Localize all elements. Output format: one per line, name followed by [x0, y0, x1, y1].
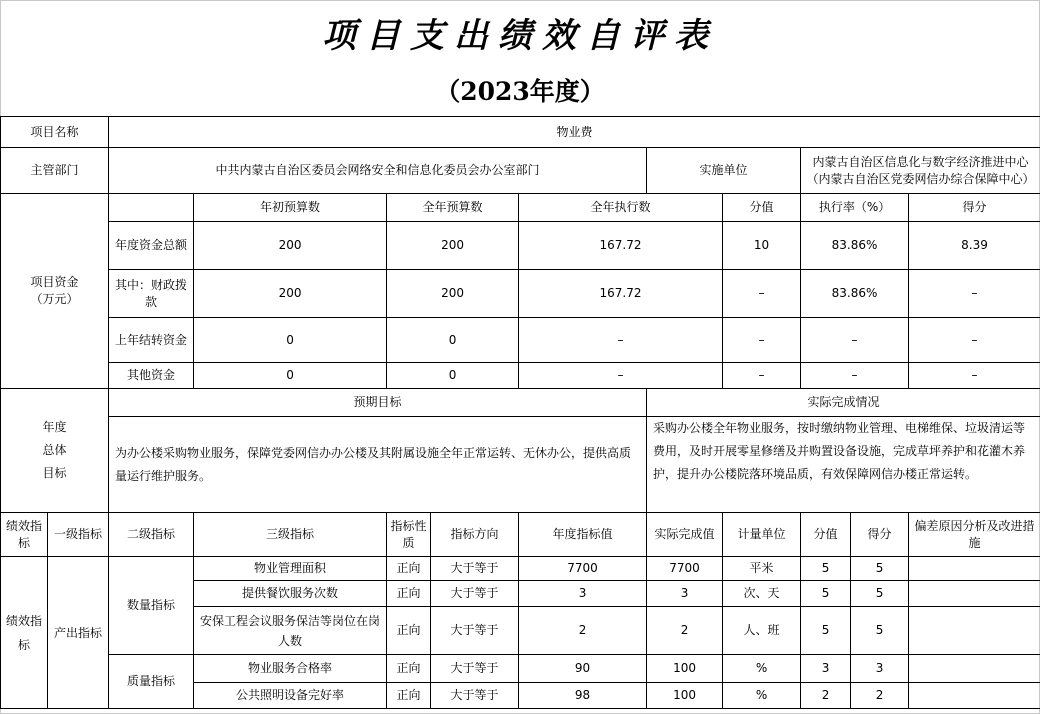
indicator-score: 5 — [851, 607, 909, 655]
indicator-score: 5 — [851, 557, 909, 581]
funds-row-total — [1, 222, 1040, 270]
indicator-actual: 2 — [647, 607, 723, 655]
goals-content-row — [1, 417, 1040, 513]
funds-cell: 0 — [194, 363, 387, 389]
indicator-direction: 大于等于 — [431, 683, 519, 709]
funds-cell: 200 — [194, 270, 387, 318]
self-evaluation-table — [0, 116, 1040, 709]
funds-cell: 0 — [387, 318, 519, 363]
funds-unit: （万元） — [30, 292, 79, 306]
funds-cell: – — [519, 318, 723, 363]
goals-label-line: 总体 — [42, 443, 67, 457]
header-target: 年度指标值 — [519, 513, 647, 557]
indicator-score-value: 5 — [801, 581, 851, 607]
dept-value: 中共内蒙古自治区委员会网络安全和信息化委员会办公室部门 — [109, 148, 647, 194]
impl-label: 实施单位 — [647, 148, 801, 194]
indicator-unit: 次、天 — [723, 581, 801, 607]
funds-cell: – — [909, 318, 1040, 363]
indicator-header-row — [1, 513, 1040, 557]
indicator-target: 90 — [519, 655, 647, 683]
indicator-deviation — [909, 581, 1040, 607]
project-name-value: 物业费 — [109, 117, 1040, 148]
goals-label-line: 年度 — [42, 420, 67, 434]
header-level3: 三级指标 — [194, 513, 387, 557]
funds-header-score: 得分 — [909, 194, 1040, 222]
quality-indicator-label: 质量指标 — [109, 655, 194, 709]
funds-cell: 0 — [387, 363, 519, 389]
perf-label: 绩效指标 — [1, 557, 48, 709]
header-unit: 计量单位 — [723, 513, 801, 557]
indicator-row — [1, 557, 1040, 581]
indicator-actual: 7700 — [647, 557, 723, 581]
indicator-nature: 正向 — [387, 655, 431, 683]
header-deviation: 偏差原因分析及改进措施 — [909, 513, 1040, 557]
indicator-name: 物业管理面积 — [194, 557, 387, 581]
header-score: 得分 — [851, 513, 909, 557]
funds-cell: – — [801, 363, 909, 389]
indicator-nature: 正向 — [387, 683, 431, 709]
indicator-actual: 100 — [647, 683, 723, 709]
funds-header-executed: 全年执行数 — [519, 194, 723, 222]
project-name-label: 项目名称 — [1, 117, 109, 148]
level1-label: 产出指标 — [48, 557, 109, 709]
page-subtitle: （2023年度） — [435, 77, 605, 106]
indicator-deviation — [909, 683, 1040, 709]
funds-row-label: 其他资金 — [109, 363, 194, 389]
funds-cell: 167.72 — [519, 270, 723, 318]
funds-cell: 0 — [194, 318, 387, 363]
indicator-deviation — [909, 557, 1040, 581]
indicator-actual: 3 — [647, 581, 723, 607]
funds-cell: 8.39 — [909, 222, 1040, 270]
goals-header-row — [1, 389, 1040, 417]
department-row — [1, 148, 1040, 194]
indicator-name: 安保工程会议服务保洁等岗位在岗人数 — [194, 607, 387, 655]
indicator-name: 公共照明设备完好率 — [194, 683, 387, 709]
indicator-unit: 人、班 — [723, 607, 801, 655]
funds-row-fiscal — [1, 270, 1040, 318]
indicator-target: 7700 — [519, 557, 647, 581]
header-direction: 指标方向 — [431, 513, 519, 557]
indicator-score-value: 5 — [801, 557, 851, 581]
header-nature: 指标性质 — [387, 513, 431, 557]
funds-cell: – — [801, 318, 909, 363]
actual-status-header: 实际完成情况 — [647, 389, 1040, 417]
indicator-deviation — [909, 655, 1040, 683]
funds-cell: – — [909, 270, 1040, 318]
indicator-name: 物业服务合格率 — [194, 655, 387, 683]
dept-label: 主管部门 — [1, 148, 109, 194]
funds-row-label: 其中：财政拨款 — [109, 270, 194, 318]
indicator-direction: 大于等于 — [431, 557, 519, 581]
indicator-nature: 正向 — [387, 581, 431, 607]
expected-goal-header: 预期目标 — [109, 389, 647, 417]
project-name-row — [1, 117, 1040, 148]
indicator-unit: 平米 — [723, 557, 801, 581]
funds-header-row — [1, 194, 1040, 222]
actual-status-text: 采购办公楼全年物业服务，按时缴纳物业管理、电梯维保、垃圾清运等费用，及时开展零星修缮及并购置设备设施，完成草坪养护和花灌木养护，提升办公楼院落环境品质，有效保障网信办楼正常运转。 — [647, 417, 1040, 513]
goals-label-line: 目标 — [42, 466, 67, 480]
funds-header-rate: 执行率（%） — [801, 194, 909, 222]
funds-cell: 200 — [387, 222, 519, 270]
indicator-score: 5 — [851, 581, 909, 607]
header-level2: 二级指标 — [109, 513, 194, 557]
goals-label-cell — [1, 389, 109, 513]
indicator-actual: 100 — [647, 655, 723, 683]
indicator-unit: % — [723, 655, 801, 683]
funds-row-other — [1, 363, 1040, 389]
impl-value: 内蒙古自治区信息化与数字经济推进中心（内蒙古自治区党委网信办综合保障中心） — [801, 148, 1040, 194]
indicator-nature: 正向 — [387, 607, 431, 655]
indicator-score: 3 — [851, 655, 909, 683]
indicator-score-value: 2 — [801, 683, 851, 709]
funds-cell: 10 — [723, 222, 801, 270]
funds-cell: 83.86% — [801, 270, 909, 318]
header-actual: 实际完成值 — [647, 513, 723, 557]
quantity-indicator-label: 数量指标 — [109, 557, 194, 655]
funds-cell: 167.72 — [519, 222, 723, 270]
indicator-target: 3 — [519, 581, 647, 607]
indicator-direction: 大于等于 — [431, 607, 519, 655]
funds-header-annual: 全年预算数 — [387, 194, 519, 222]
indicator-direction: 大于等于 — [431, 655, 519, 683]
funds-label-cell — [1, 194, 109, 389]
indicator-unit: % — [723, 683, 801, 709]
indicator-score: 2 — [851, 683, 909, 709]
funds-header-score-value: 分值 — [723, 194, 801, 222]
funds-cell: 200 — [387, 270, 519, 318]
funds-cell: – — [519, 363, 723, 389]
indicator-row — [1, 655, 1040, 683]
indicator-deviation — [909, 607, 1040, 655]
funds-cell: – — [723, 318, 801, 363]
header-perf: 绩效指标 — [1, 513, 48, 557]
funds-cell: – — [723, 270, 801, 318]
funds-row-carryover — [1, 318, 1040, 363]
indicator-score-value: 3 — [801, 655, 851, 683]
indicator-target: 98 — [519, 683, 647, 709]
page-title: 项目支出绩效自评表 — [322, 16, 718, 56]
funds-cell: 200 — [194, 222, 387, 270]
funds-row-label: 上年结转资金 — [109, 318, 194, 363]
header-level1: 一级指标 — [48, 513, 109, 557]
funds-label: 项目资金 — [30, 275, 79, 289]
header-score-value: 分值 — [801, 513, 851, 557]
funds-cell: – — [909, 363, 1040, 389]
indicator-direction: 大于等于 — [431, 581, 519, 607]
expected-goal-text: 为办公楼采购物业服务，保障党委网信办办公楼及其附属设施全年正常运转、无休办公，提供高质量运行维护服务。 — [109, 417, 647, 513]
indicator-name: 提供餐饮服务次数 — [194, 581, 387, 607]
indicator-nature: 正向 — [387, 557, 431, 581]
funds-cell: – — [723, 363, 801, 389]
funds-cell: 83.86% — [801, 222, 909, 270]
funds-header-initial: 年初预算数 — [194, 194, 387, 222]
indicator-score-value: 5 — [801, 607, 851, 655]
funds-header-blank — [109, 194, 194, 222]
funds-row-label: 年度资金总额 — [109, 222, 194, 270]
indicator-target: 2 — [519, 607, 647, 655]
